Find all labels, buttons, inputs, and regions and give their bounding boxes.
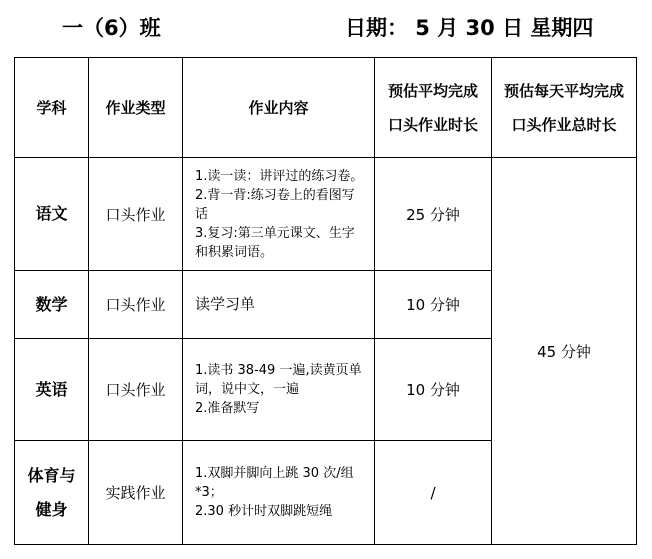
header-daily-line1: 预估每天平均完成: [503, 81, 624, 100]
subject-name: 语文: [35, 204, 68, 223]
type-cell: 口头作业: [89, 158, 183, 271]
content-line: 2.背一背:练习卷上的看图写: [195, 187, 355, 203]
content-line: 2.准备默写: [195, 401, 260, 416]
content-line: 3.复习:第三单元课文、生字: [195, 225, 355, 241]
header-avg-duration: [375, 58, 492, 158]
subject-cell: [15, 271, 89, 339]
date-label: 日期： 5 月 30 日 星期四: [345, 16, 594, 40]
content-line: 词，说中文，一遍: [195, 382, 300, 397]
header-type: 作业类型: [89, 58, 183, 158]
subject-name: 英语: [35, 379, 68, 399]
header-avg-line2: 口头作业时长: [387, 115, 478, 134]
header-avg-line1: 预估平均完成: [387, 81, 478, 100]
content-line: 2.30 秒计时双脚跳短绳: [195, 504, 333, 519]
duration-cell: 10 分钟: [375, 339, 492, 441]
subject-name: 数学: [35, 294, 68, 314]
content-line: 和积累词语。: [195, 244, 274, 260]
type-cell: 口头作业: [89, 271, 183, 339]
subject-cell: [15, 158, 89, 271]
header-content: 作业内容: [183, 58, 375, 158]
content-cell: [183, 339, 375, 441]
content-line: 1.读书 38-49 一遍,读黄页单: [195, 363, 362, 378]
table-row: [15, 158, 637, 271]
duration-cell: 25 分钟: [375, 158, 492, 271]
content-line: 1.双脚并脚向上跳 30 次/组: [195, 466, 354, 481]
header-subject: 学科: [15, 58, 89, 158]
subject-cell: [15, 339, 89, 441]
content-line: 1.读一读：讲评过的练习卷。: [195, 168, 364, 184]
content-cell: [183, 441, 375, 545]
content-line: 读学习单: [195, 295, 256, 313]
type-cell: 实践作业: [89, 441, 183, 545]
content-cell: [183, 271, 375, 339]
page-header: [0, 10, 652, 46]
content-line: *3；: [195, 485, 223, 500]
subject-name: 体育与: [27, 465, 76, 485]
header-daily-total: [492, 58, 637, 158]
header-daily-line2: 口头作业总时长: [511, 115, 617, 134]
homework-table: [14, 57, 637, 545]
table-header-row: [15, 58, 637, 158]
duration-cell: /: [375, 441, 492, 545]
subject-name-line2: 健身: [35, 499, 68, 519]
content-cell: [183, 158, 375, 271]
total-duration-cell: 45 分钟: [492, 158, 637, 545]
type-cell: 口头作业: [89, 339, 183, 441]
subject-cell: [15, 441, 89, 545]
duration-cell: 10 分钟: [375, 271, 492, 339]
content-line: 话: [195, 206, 209, 222]
class-name: 一（6）班: [62, 16, 161, 40]
